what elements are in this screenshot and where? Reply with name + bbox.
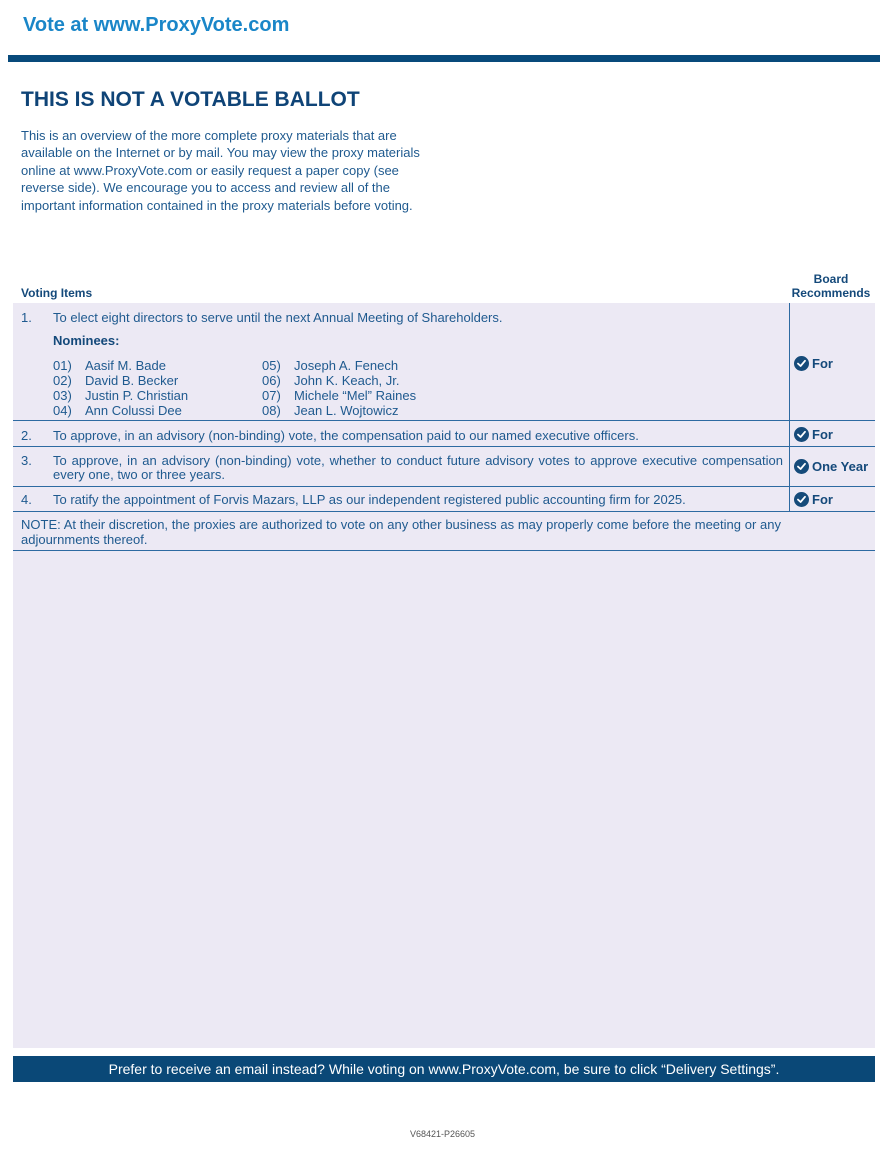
nominee: 03) Justin P. Christian (53, 388, 189, 403)
item-text: To approve, in an advisory (non-binding) vote, the compensation paid to our named executive officers. (53, 428, 639, 443)
nominee: 02) David B. Becker (53, 373, 179, 388)
nominee: 07) Michele “Mel” Raines (262, 388, 417, 403)
header-rule (8, 55, 880, 62)
voting-item-3 (13, 447, 875, 487)
voting-item-2 (13, 421, 875, 447)
nominee: 05) Joseph A. Fenech (262, 358, 399, 373)
board-recommendation (789, 421, 875, 446)
check-circle-icon (794, 459, 809, 474)
nominee: 01) Aasif M. Bade (53, 358, 166, 373)
document-code: V68421-P26605 (409, 1129, 476, 1139)
intro-paragraph: This is an overview of the more complete proxy materials that are available on the Internet or by mail. You may view the proxy materials online at www.ProxyVote.com or easily request a paper copy (see reverse side). We encourage you to access and review all of the important information contained in the proxy materials before voting. (21, 128, 420, 213)
board-recommendation (789, 487, 875, 511)
check-circle-icon (794, 356, 809, 371)
vote-url-title: Vote at www.ProxyVote.com (23, 14, 290, 36)
recommendation-label: For (812, 427, 833, 442)
note-divider (13, 550, 875, 551)
item-number: 3. (21, 453, 32, 468)
nominee: 08) Jean L. Wojtowicz (262, 403, 399, 418)
item-text: To ratify the appointment of Forvis Mazars, LLP as our independent registered public accounting firm for 2025. (53, 492, 686, 507)
item-number: 4. (21, 492, 32, 507)
recommendation-label: One Year (812, 459, 869, 474)
nominee: 06) John K. Keach, Jr. (262, 373, 400, 388)
board-recommends-line-2: Recommends (791, 286, 871, 300)
board-recommends-header (787, 272, 875, 300)
recommendation-label: For (812, 356, 833, 371)
voting-item-4 (13, 487, 875, 512)
check-circle-icon (794, 427, 809, 442)
voting-item-1 (13, 303, 875, 421)
board-recommendation (789, 447, 875, 486)
page-title: THIS IS NOT A VOTABLE BALLOT (21, 88, 360, 111)
item-text: To approve, in an advisory (non-binding) vote, whether to conduct future advisory votes to approve executive compensation every one, two or three years. (53, 453, 783, 482)
check-circle-icon (794, 492, 809, 507)
recommendation-label: For (812, 492, 833, 507)
board-recommends-line-1: Board (813, 272, 849, 286)
nominees-label: Nominees: (53, 333, 120, 348)
board-recommendation (789, 303, 875, 420)
nominees-column-1 (53, 358, 188, 418)
voting-items-header: Voting Items (21, 286, 93, 300)
delivery-settings-banner: Prefer to receive an email instead? While voting on www.ProxyVote.com, be sure to click “Delivery Settings”. (13, 1056, 875, 1082)
note-text: NOTE: At their discretion, the proxies are authorized to vote on any other business as may properly come before the meeting or any adjournments thereof. (21, 517, 781, 547)
nominees-column-2 (262, 358, 416, 418)
item-number: 1. (21, 310, 32, 325)
nominee: 04) Ann Colussi Dee (53, 403, 182, 418)
item-number: 2. (21, 428, 32, 443)
item-text: To elect eight directors to serve until the next Annual Meeting of Shareholders. (53, 310, 503, 325)
